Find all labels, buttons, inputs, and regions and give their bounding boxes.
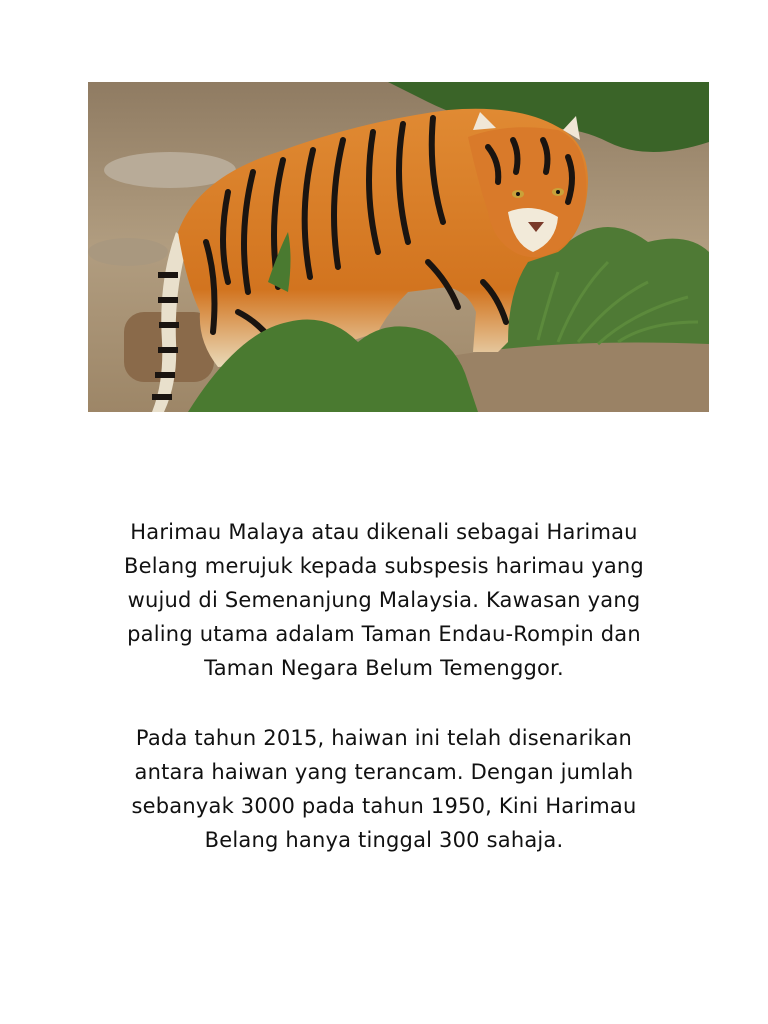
tiger-pupil-right [556, 190, 560, 194]
paragraph-status [60, 721, 708, 857]
text-line: Pada tahun 2015, haiwan ini telah disenarikan [135, 726, 633, 750]
rock [88, 238, 168, 266]
text-line: sebanyak 3000 pada tahun 1950, Kini Harimau [131, 794, 637, 818]
tiger-pupil-left [516, 192, 520, 196]
text-line: Belang merujuk kepada subspesis harimau yang [124, 554, 644, 578]
paragraph-intro [60, 515, 708, 685]
text-line: paling utama adalam Taman Endau-Rompin dan [127, 622, 641, 646]
tiger-photo [88, 82, 709, 412]
text-line: wujud di Semenanjung Malaysia. Kawasan yang [127, 588, 641, 612]
text-line: antara haiwan yang terancam. Dengan jumlah [134, 760, 634, 784]
text-line: Taman Negara Belum Temenggor. [204, 656, 564, 680]
text-line: Harimau Malaya atau dikenali sebagai Harimau [130, 520, 638, 544]
text-line: Belang hanya tinggal 300 sahaja. [204, 828, 564, 852]
tiger-illustration [88, 82, 709, 412]
